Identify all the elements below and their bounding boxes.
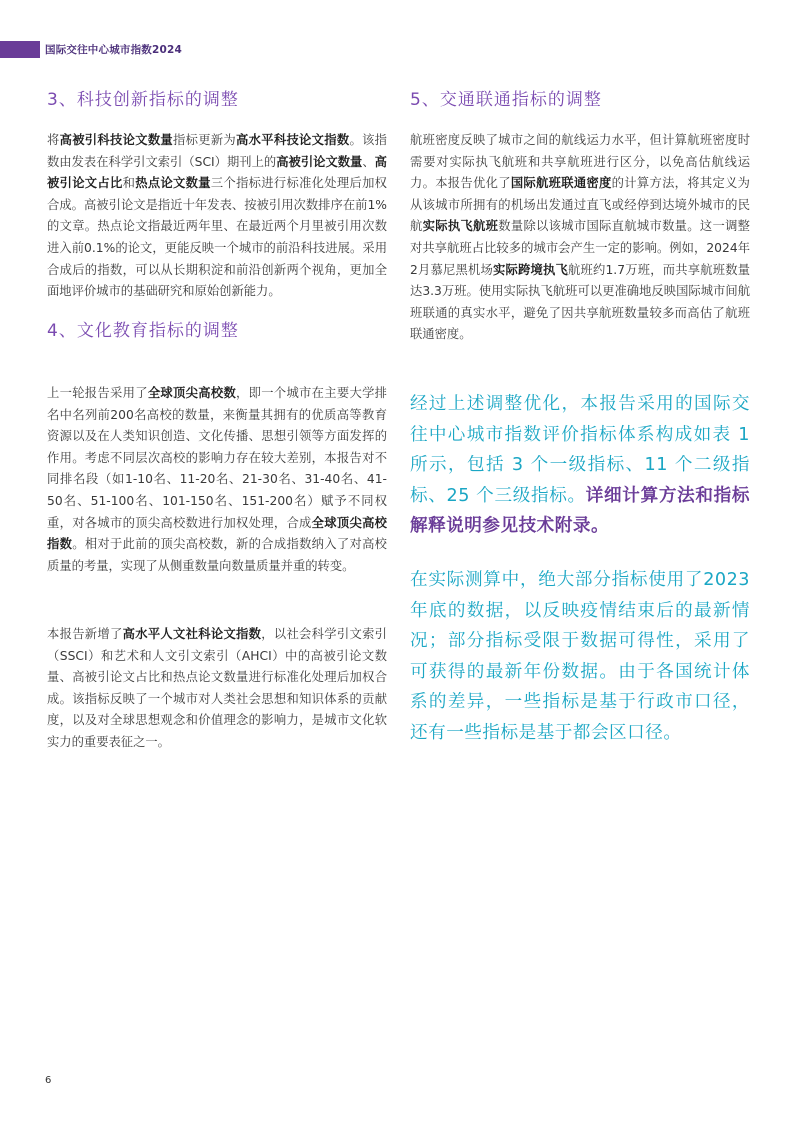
- bold-term: 高被引论文占比: [47, 154, 387, 191]
- bold-term: 热点论文数量: [135, 176, 211, 191]
- text-run: 航班密度反映了城市之间的航线运力水平，但计算航班密度时需要对实际执飞航班和共享航班进行区分，以免高估航线运力。本报告优化了: [410, 133, 750, 191]
- text-run: 将: [47, 133, 60, 147]
- section-4-paragraph-1: [47, 383, 387, 577]
- text-run: 本报告新增了: [47, 627, 123, 641]
- bold-term: 高被引科技论文数量: [59, 133, 174, 147]
- page-number: 6: [45, 1075, 52, 1086]
- section-3-heading: 3、科技创新指标的调整: [47, 90, 239, 110]
- text-run: 数量除以该城市国际直航城市数量。这一调整对共享航班占比较多的城市会产生一定的影响。例如，2024年2月慕尼黑机场: [410, 219, 750, 277]
- section-4-heading: 4、文化教育指标的调整: [47, 321, 239, 341]
- text-run: 指标更新为: [173, 133, 237, 147]
- text-run: 的计算方法，将其定义为从该城市所拥有的机场出发通过直飞或经停到达境外城市的民航: [410, 176, 750, 234]
- section-4-paragraph-2: [47, 624, 387, 754]
- text-run: 和: [122, 176, 136, 191]
- text-run: 。相对于此前的顶尖高校数，新的合成指数纳入了对高校质量的考量，实现了从侧重数量向数量质量并重的转变。: [47, 537, 387, 573]
- text-run: 航班约1.7万班，而共享航班数量达3.3万班。使用实际执飞航班可以更准确地反映国际城市间航班联通的真实水平，避免了因共享航班数量较多而高估了航班联通密度。: [410, 262, 750, 342]
- bold-term: 高被引论文数量: [276, 154, 363, 169]
- report-title: 国际交往中心城市指数2024: [45, 44, 183, 56]
- header-accent-bar: [0, 41, 40, 58]
- text-run: 。该指数由发表在科学引文索引（SCI）期刊上的: [47, 133, 387, 169]
- text-run: 、: [362, 154, 375, 169]
- text-run: 经过上述调整优化，本报告采用的国际交往中心城市指数评价指标体系构成如表 1 所示，包括 3 个一级指标、11 个二级指标、25 个三级指标。: [410, 394, 750, 506]
- summary-highlight-1: [410, 389, 750, 542]
- text-run: 上一轮报告采用了: [47, 386, 148, 400]
- section-3-paragraph: [47, 130, 387, 303]
- summary-highlight-2: [410, 565, 750, 748]
- section-5-heading: 5、交通联通指标的调整: [410, 90, 602, 110]
- bold-term: 实际执飞航班: [422, 219, 499, 234]
- text-run: ，以社会科学引文索引（SSCI）和艺术和人文引文索引（AHCI）中的高被引论文数量、高被引论文占比和热点论文数量进行标准化处理后加权合成。该指标反映了一个城市对人类社会思想和知识体系的贡献度，以及对全球思想观念和价值理念的影响力，是城市文化软实力的重要表征之一。: [47, 627, 387, 749]
- text-run: ，即一个城市在主要大学排名中名列前200名高校的数量，来衡量其拥有的优质高等教育资源以及在人类知识创造、文化传播、思想引领等方面发挥的作用。考虑不同层次高校的影响力存在较大差别，本报告对不同排名段（如1-10名、11-20名、21-30名、31-40名、41-50名、51-100名、101-150名、151-200名）赋予不同权重，对各城市的顶尖高校数进行加权处理，合成: [47, 386, 387, 530]
- bold-term: 国际航班联通密度: [510, 176, 612, 191]
- text-run: 三个指标进行标准化处理后加权合成。高被引论文是指近十年发表、按被引用次数排序在前1%的文章。热点论文指最近两年里、在最近两个月里被引用次数进入前0.1%的论文，更能反映一个城市的前沿科技进展。采用合成后的指数，可以从长期积淀和前沿创新两个视角，更加全面地评价城市的基础研究和原始创新能力。: [47, 176, 387, 299]
- bold-term: 全球顶尖高校数: [147, 386, 237, 400]
- section-5-paragraph: [410, 130, 750, 346]
- bold-term: 实际跨境执飞: [493, 262, 568, 277]
- bold-term: 高水平人文社科论文指数: [122, 627, 262, 641]
- bold-term: 详细计算方法和指标解释说明参见技术附录。: [410, 485, 750, 536]
- text-run: 在实际测算中，绝大部分指标使用了2023 年底的数据，以反映疫情结束后的最新情况；部分指标受限于数据可得性，采用了可获得的最新年份数据。由于各国统计体系的差异，一些指标是基于行政市口径，还有一些指标是基于都会区口径。: [410, 570, 750, 743]
- bold-term: 全球顶尖高校指数: [47, 515, 387, 552]
- bold-term: 高水平科技论文指数: [236, 133, 350, 147]
